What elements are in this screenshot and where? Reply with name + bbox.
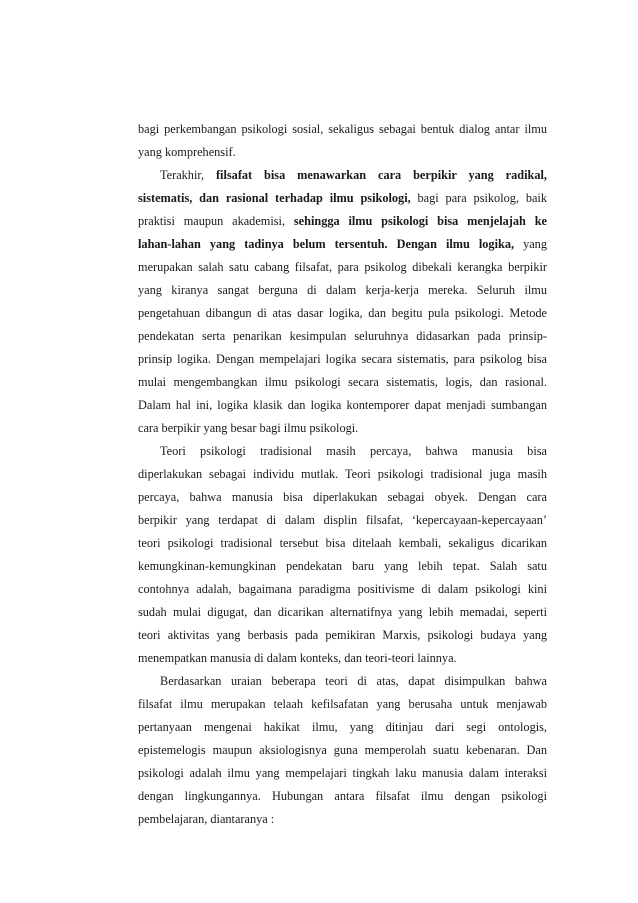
text-line — [138, 210, 547, 233]
text-run: kemungkinan-kemungkinan pendekatan baru yang lebih tepat. Salah satu — [138, 559, 547, 573]
text-line — [138, 624, 547, 647]
text-line — [138, 808, 547, 831]
text-line — [138, 785, 547, 808]
text-line — [138, 463, 547, 486]
text-line — [138, 739, 547, 762]
text-run: bagi para psikolog, baik — [410, 191, 547, 205]
text-run: pembelajaran, diantaranya : — [138, 812, 275, 826]
text-run: menempatkan manusia di dalam konteks, dan teori-teori lainnya. — [138, 651, 457, 665]
text-run: berpikir yang terdapat di dalam displin filsafat, ‘kepercayaan-kepercayaan’ — [138, 513, 547, 527]
text-run: mulai mengembangkan ilmu psikologi secara sistematis, logis, dan rasional. — [138, 375, 547, 389]
bold-text: sehingga ilmu psikologi bisa menjelajah ke — [293, 214, 547, 228]
text-line — [138, 279, 547, 302]
text-line — [138, 118, 547, 141]
text-run: sudah mulai digugat, dan dicarikan alternatifnya yang lebih memadai, seperti — [138, 605, 547, 619]
text-run: praktisi maupun akademisi, — [138, 214, 294, 228]
text-line — [138, 164, 547, 187]
text-run: dengan lingkungannya. Hubungan antara filsafat ilmu dengan psikologi — [138, 789, 547, 803]
text-line — [138, 440, 547, 463]
text-line — [138, 601, 547, 624]
text-line — [138, 394, 547, 417]
text-run: yang kiranya sangat berguna di dalam kerja-kerja mereka. Seluruh ilmu — [138, 283, 547, 297]
text-run: psikologi adalah ilmu yang mempelajari tingkah laku manusia dalam interaksi — [138, 766, 547, 780]
bold-text: sistematis, dan rasional terhadap ilmu psikologi, — [138, 191, 411, 205]
text-line — [138, 532, 547, 555]
text-line — [138, 187, 547, 210]
text-line — [138, 371, 547, 394]
text-run: pendekatan serta penarikan kesimpulan seluruhnya didasarkan pada prinsip- — [138, 329, 547, 343]
text-line — [138, 670, 547, 693]
text-line — [138, 325, 547, 348]
text-run: teori psikologi tradisional tersebut bisa ditelaah kembali, sekaligus dicarikan — [138, 536, 547, 550]
text-run: yang — [514, 237, 547, 251]
text-line — [138, 141, 547, 164]
text-line — [138, 256, 547, 279]
text-run: contohnya adalah, bagaimana paradigma positivisme di dalam psikologi kini — [138, 582, 547, 596]
text-run: bagi perkembangan psikologi sosial, sekaligus sebagai bentuk dialog antar ilmu — [138, 122, 547, 136]
text-run: teori aktivitas yang berbasis pada pemikiran Marxis, psikologi budaya yang — [138, 628, 547, 642]
text-line — [138, 555, 547, 578]
bold-text: lahan-lahan yang tadinya belum tersentuh. Dengan ilmu logika, — [138, 237, 515, 251]
text-run: Dalam hal ini, logika klasik dan logika kontemporer dapat menjadi sumbangan — [138, 398, 547, 412]
text-line — [138, 486, 547, 509]
text-line — [138, 578, 547, 601]
text-line — [138, 233, 547, 256]
bold-text: filsafat bisa menawarkan cara berpikir yang radikal, — [215, 168, 547, 182]
text-run: epistemelogis maupun aksiologisnya guna memperolah suatu kebenaran. Dan — [138, 743, 547, 757]
text-line — [138, 348, 547, 371]
text-run: percaya, bahwa manusia bisa diperlakukan sebagai obyek. Dengan cara — [138, 490, 547, 504]
text-run: Teori psikologi tradisional masih percaya, bahwa manusia bisa — [160, 444, 547, 458]
text-run: yang komprehensif. — [138, 145, 236, 159]
text-run: pengetahuan dibangun di atas dasar logika, dan begitu pula psikologi. Metode — [138, 306, 547, 320]
text-line — [138, 417, 547, 440]
text-line — [138, 509, 547, 532]
document-page — [138, 118, 547, 831]
text-run: prinsip logika. Dengan mempelajari logika secara sistematis, para psikolog bisa — [138, 352, 547, 366]
text-run: Berdasarkan uraian beberapa teori di atas, dapat disimpulkan bahwa — [160, 674, 547, 688]
text-line — [138, 693, 547, 716]
text-run: diperlakukan sebagai individu mutlak. Teori psikologi tradisional juga masih — [138, 467, 547, 481]
text-run: cara berpikir yang besar bagi ilmu psikologi. — [138, 421, 359, 435]
text-line — [138, 716, 547, 739]
text-run: merupakan salah satu cabang filsafat, para psikolog dibekali kerangka berpikir — [138, 260, 547, 274]
text-line — [138, 762, 547, 785]
text-run: filsafat ilmu merupakan telaah kefilsafatan yang berusaha untuk menjawab — [138, 697, 547, 711]
text-line — [138, 302, 547, 325]
text-line — [138, 647, 547, 670]
text-run: Terakhir, — [160, 168, 216, 182]
text-run: pertanyaan mengenai hakikat ilmu, yang ditinjau dari segi ontologis, — [138, 720, 547, 734]
